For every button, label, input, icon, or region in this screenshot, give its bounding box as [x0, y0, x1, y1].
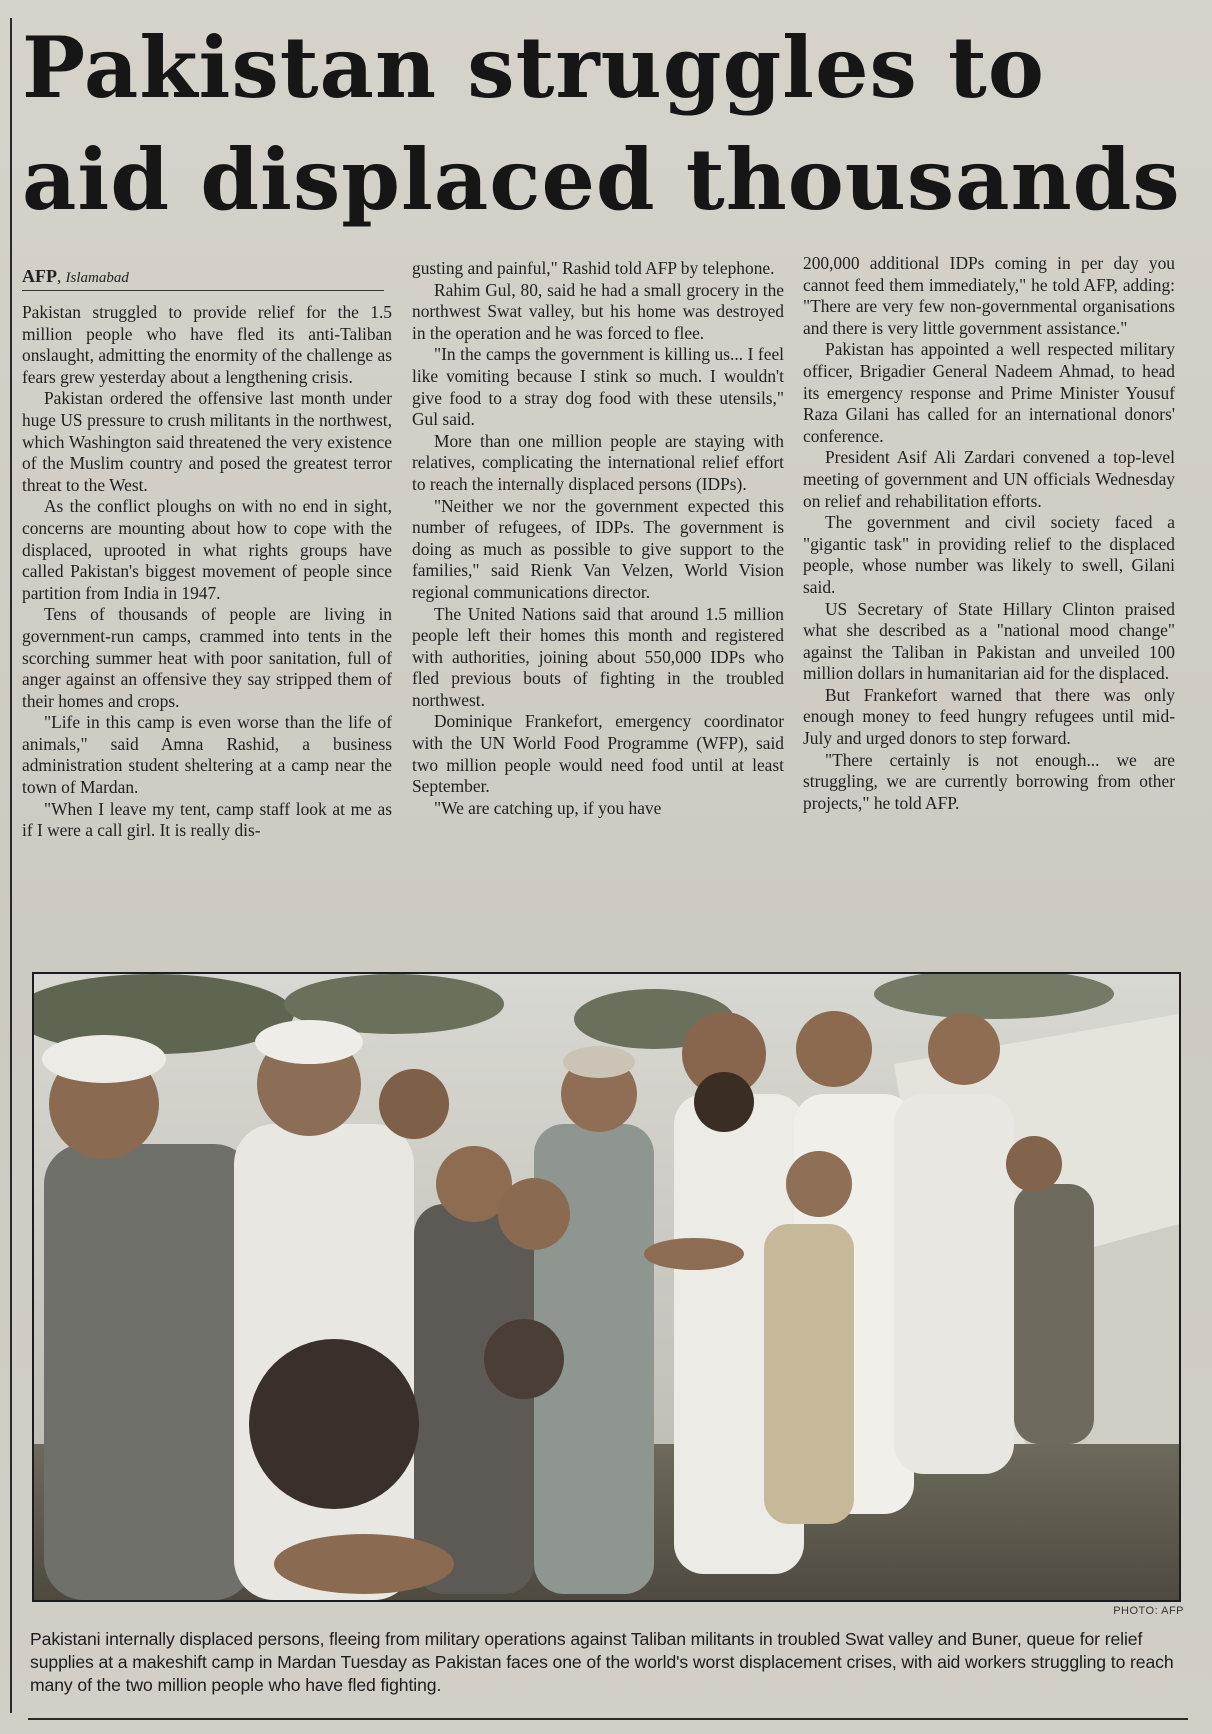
article-column-3 [803, 253, 1175, 959]
paragraph: gusting and painful," Rashid told AFP by telephone. [412, 258, 775, 278]
paragraph: "In the camps the government is killing us... I feel like vomiting because I stink so much. I wouldn't give food to a stray dog food with these utensils," Gul said. [412, 344, 784, 430]
bottom-rule [28, 1718, 1188, 1720]
paragraph: US Secretary of State Hillary Clinton praised what she described as a "national mood change" against the Taliban in Pakistan and unveiled 100 million dollars in humanitarian aid for the displaced. [803, 598, 1175, 684]
paragraph: 200,000 additional IDPs coming in per day you cannot feed them immediately," he told AFP, adding: "There are very few non-governmental organisations and there is very little government assistance." [803, 253, 1175, 338]
paragraph: Tens of thousands of people are living in government-run camps, crammed into tents in the scorching summer heat with poor sanitation, full of anger against an offensive they say stripped them of their homes and crops. [22, 604, 392, 711]
article-column-1 [22, 302, 392, 962]
news-photo [32, 972, 1181, 1602]
photo-caption: Pakistani internally displaced persons, fleeing from military operations against Taliban militants in troubled Swat valley and Buner, queue for relief supplies at a makeshift camp in Mardan Tuesday as Pakistan faces one of the world's worst displacement crises, with aid workers struggling to reach many of the two million people who have fled fighting. [30, 1629, 1174, 1695]
byline-rule [22, 290, 384, 291]
byline-place: Islamabad [65, 270, 129, 286]
paragraph: Pakistan has appointed a well respected military officer, Brigadier General Nadeem Ahmad, to head its emergency response and Prime Minister Yousuf Raza Gilani has called for an international donors' conference. [803, 339, 1175, 446]
byline: AFP, Islamabad [22, 266, 129, 286]
paragraph: "When I leave my tent, camp staff look at me as if I were a call girl. It is really dis- [22, 798, 392, 841]
paragraph: The government and civil society faced a "gigantic task" in providing relief to the displaced people, whose number was likely to swell, Gilani said. [803, 512, 1175, 597]
paragraph: Pakistan ordered the offensive last month under huge US pressure to crush militants in the northwest, which Washington said threatened the very existence of the Muslim country and posed the greatest terror threat to the West. [22, 388, 392, 495]
paragraph: President Asif Ali Zardari convened a top-level meeting of government and UN officials Wednesday on relief and rehabilitation efforts. [803, 447, 1175, 511]
paragraph: Dominique Frankefort, emergency coordinator with the UN World Food Programme (WFP), said two million people would need food until at least September. [412, 711, 784, 797]
paragraph: But Frankefort warned that there was only enough money to feed hungry refugees until mid-July and urged donors to step forward. [803, 684, 1175, 749]
headline: Pakistan struggles to aid displaced thousands [22, 18, 1181, 229]
article-column-2 [412, 258, 784, 962]
paragraph: The United Nations said that around 1.5 million people left their homes this month and registered with authorities, joining about 550,000 IDPs who fled previous bouts of fighting in the troubled northwest. [412, 603, 784, 710]
paragraph: "Neither we nor the government expected this number of refugees, of IDPs. The government is doing as much as possible to give support to the families," said Rienk Van Velzen, World Vision regional communications director. [412, 495, 784, 602]
crowd-photo-illustration [34, 974, 1179, 1600]
paragraph: "We are catching up, if you have [434, 797, 662, 818]
paragraph: Pakistan struggled to provide relief for the 1.5 million people who have fled its anti-Taliban onslaught, admitting the enormity of the challenge as fears grew yesterday about a lengthening crisis. [22, 302, 392, 387]
column-rule [10, 18, 12, 1713]
paragraph: As the conflict ploughs on with no end in sight, concerns are mounting about how to cope with the displaced, uprooted in what rights groups have called Pakistan's biggest movement of people since partition from India in 1947. [22, 496, 392, 603]
paragraph: More than one million people are staying with relatives, complicating the international relief effort to reach the internally displaced persons (IDPs). [412, 430, 784, 494]
paragraph: Rahim Gul, 80, said he had a small grocery in the northwest Swat valley, but his home was destroyed in the operation and he was forced to flee. [412, 279, 784, 343]
paragraph: "Life in this camp is even worse than the life of animals," said Amna Rashid, a business administration student sheltering at a camp near the town of Mardan. [22, 712, 392, 798]
paragraph: "There certainly is not enough... we are struggling, we are currently borrowing from other projects," he told AFP. [803, 749, 1175, 813]
byline-agency: AFP [22, 266, 57, 286]
photo-credit: PHOTO: AFP [1113, 1605, 1184, 1617]
